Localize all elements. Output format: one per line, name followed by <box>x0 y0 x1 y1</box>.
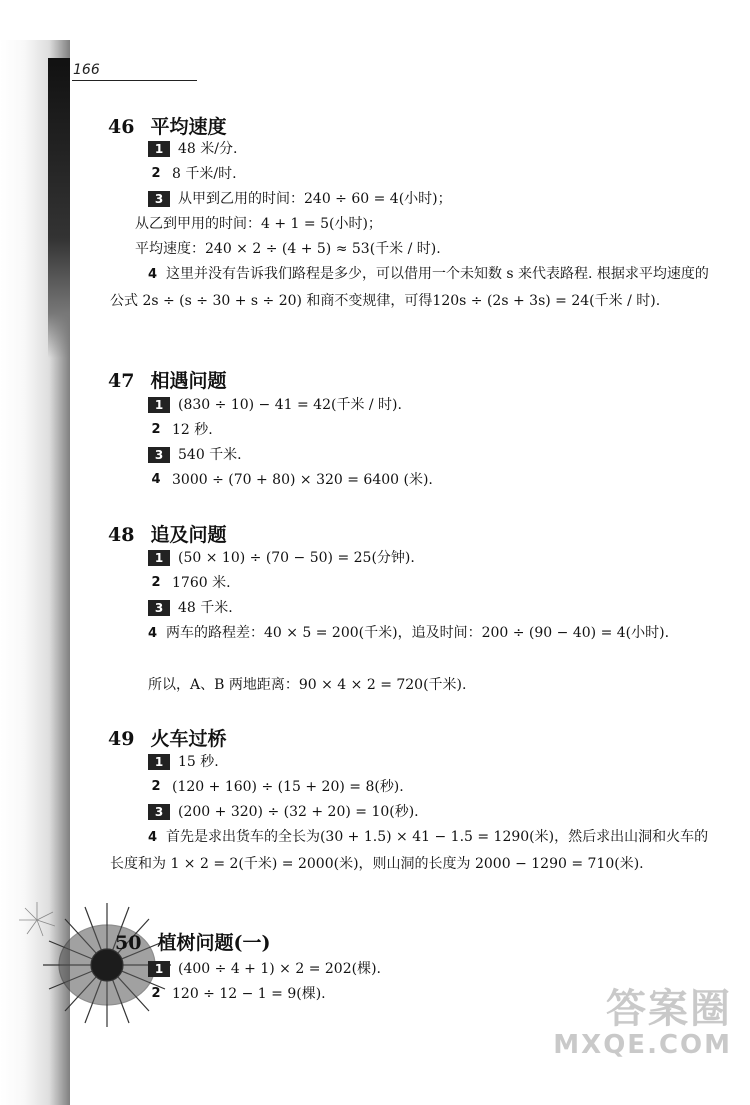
page-edge-bar <box>48 58 70 358</box>
answer-line <box>148 421 213 439</box>
answer-text: 从乙到甲用的时间：4 + 1 = 5(小时)； <box>135 216 382 232</box>
answer-number: 4 <box>148 830 158 845</box>
answer-badge: 3 <box>148 191 170 207</box>
answer-number: 4 <box>148 267 158 282</box>
answer-text: (200 + 320) ÷ (32 + 20) = 10(秒). <box>178 804 419 820</box>
answer-badge: 3 <box>148 600 170 616</box>
answer-number: 2 <box>151 575 161 590</box>
answer-text: 这里并没有告诉我们路程是多少，可以借用一个未知数 s 来代表路程. 根据求平均速度的公式 2s ÷ (s ÷ 30 + s ÷ 20) 和商不变规律，可得120s ÷ (2s + 3s) = 24(千米 / 时). <box>110 266 709 309</box>
answer-badge: 1 <box>148 141 170 157</box>
answer-line <box>148 471 433 489</box>
section-heading-47 <box>108 366 226 393</box>
section-number: 46 <box>108 116 135 138</box>
section-heading-50 <box>115 928 270 955</box>
answer-text: 从甲到乙用的时间：240 ÷ 60 = 4(小时)； <box>178 191 452 207</box>
watermark-url: MXQE.COM <box>553 1030 732 1060</box>
answer-text: 48 米/分. <box>178 141 238 157</box>
answer-text: 8 千米/时. <box>172 166 237 182</box>
page-number-rule <box>72 80 197 81</box>
section-number: 50 <box>115 932 142 954</box>
answer-badge: 1 <box>148 754 170 770</box>
answer-line <box>148 190 452 208</box>
section-heading-48 <box>108 520 226 547</box>
answer-line <box>148 778 404 796</box>
answer-continuation <box>135 240 441 258</box>
answer-badge: 3 <box>148 804 170 820</box>
answer-line <box>148 753 219 771</box>
watermark <box>553 977 732 1060</box>
answer-number: 2 <box>151 422 161 437</box>
section-number: 49 <box>108 728 135 750</box>
answer-text: 两车的路程差：40 × 5 = 200(千米)，追及时间：200 ÷ (90 − 40) = 4(小时). <box>165 625 670 641</box>
answer-text: 540 千米. <box>178 447 242 463</box>
watermark-text: 答案圈 <box>606 986 732 1032</box>
answer-text: 首先是求出货车的全长为(30 + 1.5) × 41 − 1.5 = 1290(米)，然后求出山洞和火车的长度和为 1 × 2 = 2(千米) = 2000(米)，则山洞的长度为 2000 − 1290 = 710(米). <box>110 829 709 872</box>
answer-continuation <box>135 215 382 233</box>
answer-line <box>148 396 402 414</box>
answer-paragraph <box>110 824 720 877</box>
answer-badge: 1 <box>148 550 170 566</box>
answer-line <box>148 549 415 567</box>
answer-number: 4 <box>148 626 158 641</box>
section-title: 植树问题(一) <box>157 932 271 954</box>
answer-text: 1760 米. <box>172 575 231 591</box>
page-number: 166 <box>73 62 100 78</box>
answer-text: 平均速度：240 × 2 ÷ (4 + 5) ≈ 53(千米 / 时). <box>135 241 441 257</box>
section-heading-49 <box>108 724 226 751</box>
section-title: 追及问题 <box>150 524 227 546</box>
section-title: 相遇问题 <box>150 370 227 392</box>
answer-badge: 1 <box>148 397 170 413</box>
answer-text: (120 + 160) ÷ (15 + 20) = 8(秒). <box>172 779 404 795</box>
answer-text: (400 ÷ 4 + 1) × 2 = 202(棵). <box>178 961 381 977</box>
answer-text: (50 × 10) ÷ (70 − 50) = 25(分钟). <box>178 550 415 566</box>
answer-number: 2 <box>151 166 161 181</box>
answer-badge: 1 <box>148 961 170 977</box>
section-number: 48 <box>108 524 135 546</box>
answer-number: 4 <box>151 472 161 487</box>
answer-paragraph-continuation: 所以，A、B 两地距离：90 × 4 × 2 = 720(千米). <box>148 677 467 693</box>
answer-text: 12 秒. <box>172 422 213 438</box>
answer-badge: 3 <box>148 447 170 463</box>
answer-line <box>148 140 237 158</box>
section-title: 火车过桥 <box>150 728 227 750</box>
answer-line <box>148 803 419 821</box>
answer-line <box>148 960 381 978</box>
answer-text: 120 ÷ 12 − 1 = 9(棵). <box>172 986 326 1002</box>
section-heading-46 <box>108 112 226 139</box>
answer-line <box>148 985 326 1003</box>
answer-number: 2 <box>151 779 161 794</box>
answer-text: 3000 ÷ (70 + 80) × 320 = 6400 (米). <box>172 472 433 488</box>
section-title: 平均速度 <box>150 116 227 138</box>
answer-text: 48 千米. <box>178 600 233 616</box>
answer-number: 2 <box>151 986 161 1001</box>
answer-line <box>148 165 237 183</box>
answer-line <box>148 574 231 592</box>
answer-text: (830 ÷ 10) − 41 = 42(千米 / 时). <box>178 397 402 413</box>
answer-paragraph <box>110 261 720 314</box>
answer-line <box>148 599 233 617</box>
answer-paragraph <box>110 620 720 647</box>
answer-text: 15 秒. <box>178 754 219 770</box>
answer-line <box>148 446 242 464</box>
section-number: 47 <box>108 370 135 392</box>
